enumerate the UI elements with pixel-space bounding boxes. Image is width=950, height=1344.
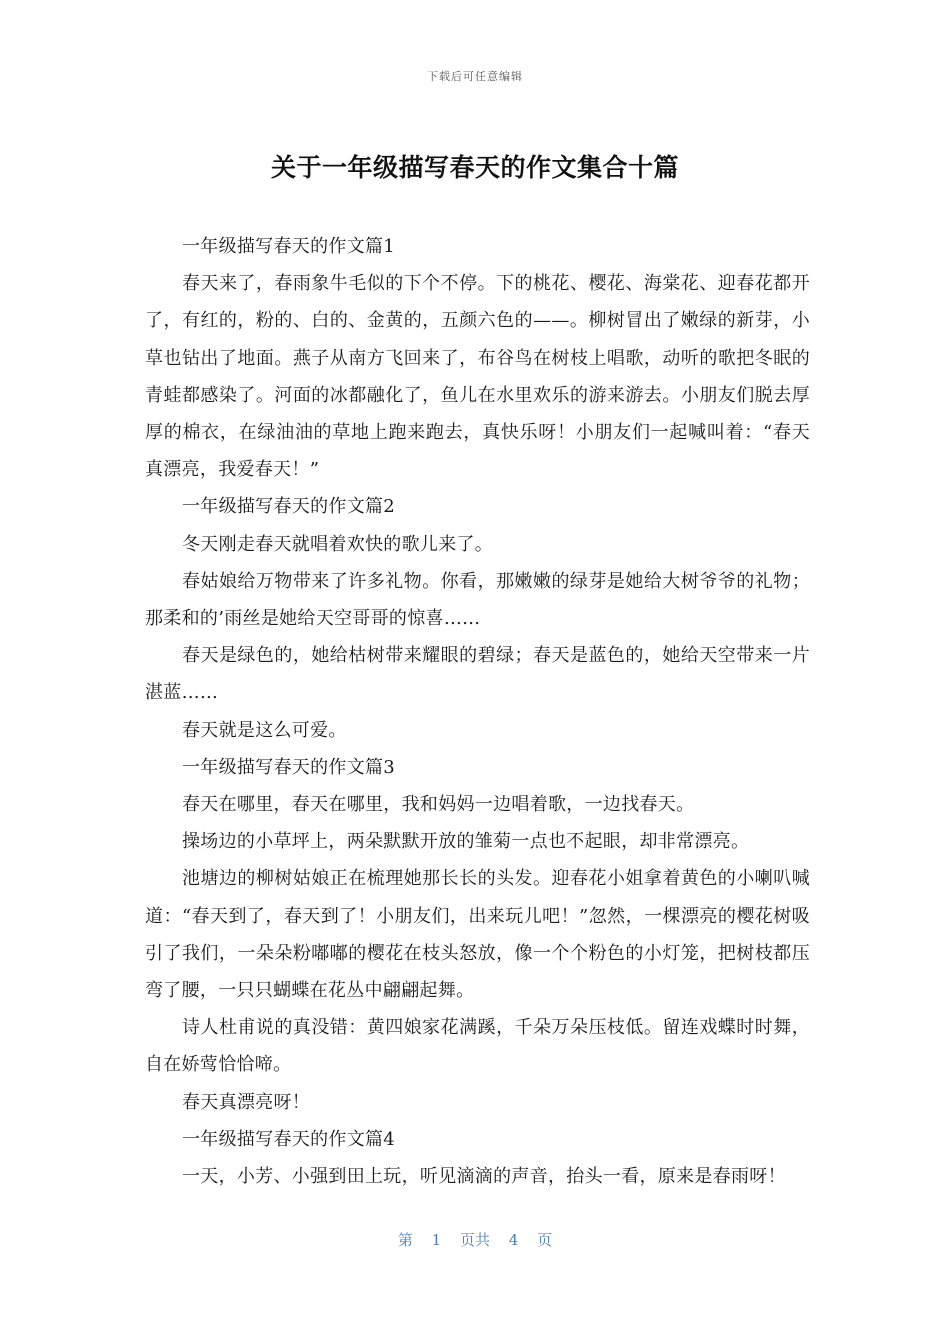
paragraph: 春天就是这么可爱。 bbox=[182, 719, 347, 741]
essay-heading-2: 一年级描写春天的作文篇2 bbox=[182, 496, 396, 518]
paragraph: 冬天刚走春天就唱着欢快的歌儿来了。 bbox=[182, 533, 494, 555]
paragraph: 诗人杜甫说的真没错：黄四娘家花满蹊，千朵万朵压枝低。留连戏蝶时时舞，自在娇莺恰恰啼。 bbox=[145, 1017, 810, 1076]
paragraph: 春天来了，春雨象牛毛似的下个不停。下的桃花、樱花、海棠花、迎春花都开了，有红的，粉的、白的、金黄的，五颜六色的——。柳树冒出了嫩绿的新芽，小草也钻出了地面。燕子从南方飞回来了，布谷鸟在树枝上唱歌，动听的歌把冬眠的青蛙都感染了。河面的冰都融化了，鱼儿在水里欢乐的游来游去。小朋友们脱去厚厚的棉衣，在绿油油的草地上跑来跑去，真快乐呀！小朋友们一起喊叫着：“春天真漂亮，我爱春天！” bbox=[145, 273, 810, 481]
paragraph: 春天在哪里，春天在哪里，我和妈妈一边唱着歌，一边找春天。 bbox=[182, 794, 695, 816]
document-title: 关于一年级描写春天的作文集合十篇 bbox=[270, 153, 679, 182]
paragraph: 一天，小芳、小强到田上玩，听见滴滴的声音，抬头一看，原来是春雨呀！ bbox=[182, 1166, 786, 1188]
paragraph: 春天是绿色的，她给枯树带来耀眼的碧绿；春天是蓝色的，她给天空带来一片湛蓝…… bbox=[145, 645, 810, 704]
page-header-note: 下载后可任意编辑 bbox=[427, 70, 523, 83]
paragraph: 春姑娘给万物带来了许多礼物。你看，那嫩嫩的绿芽是她给大树爷爷的礼物；那柔和的’雨丝是她给天空哥哥的惊喜…… bbox=[145, 570, 810, 630]
footer-current-page: 1 bbox=[431, 1231, 442, 1249]
paragraph: 春天真漂亮呀！ bbox=[182, 1091, 311, 1113]
paragraph: 池塘边的柳树姑娘正在梳理她那长长的头发。迎春花小姐拿着黄色的小喇叭喊道：“春天到了，春天到了！小朋友们，出来玩儿吧！”忽然，一棵漂亮的樱花树吸引了我们，一朵朵粉嘟嘟的樱花在枝头怒放，像一个个粉色的小灯笼，把树枝都压弯了腰，一只只蝴蝶在花丛中翩翩起舞。 bbox=[145, 868, 810, 1002]
essay-heading-4: 一年级描写春天的作文篇4 bbox=[182, 1128, 396, 1150]
essay-heading-1: 一年级描写春天的作文篇1 bbox=[182, 236, 396, 257]
footer-total-pages: 4 bbox=[508, 1231, 519, 1249]
paragraph: 操场边的小草坪上，两朵默默开放的雏菊一点也不起眼，却非常漂亮。 bbox=[182, 831, 750, 853]
essay-heading-3: 一年级描写春天的作文篇3 bbox=[182, 756, 396, 778]
footer-label-page: 第 bbox=[397, 1231, 413, 1249]
footer-label-pages: 页 bbox=[537, 1231, 553, 1249]
footer-label-of: 页共 bbox=[459, 1231, 490, 1249]
page-footer bbox=[0, 1229, 950, 1250]
document-body bbox=[145, 228, 810, 1195]
